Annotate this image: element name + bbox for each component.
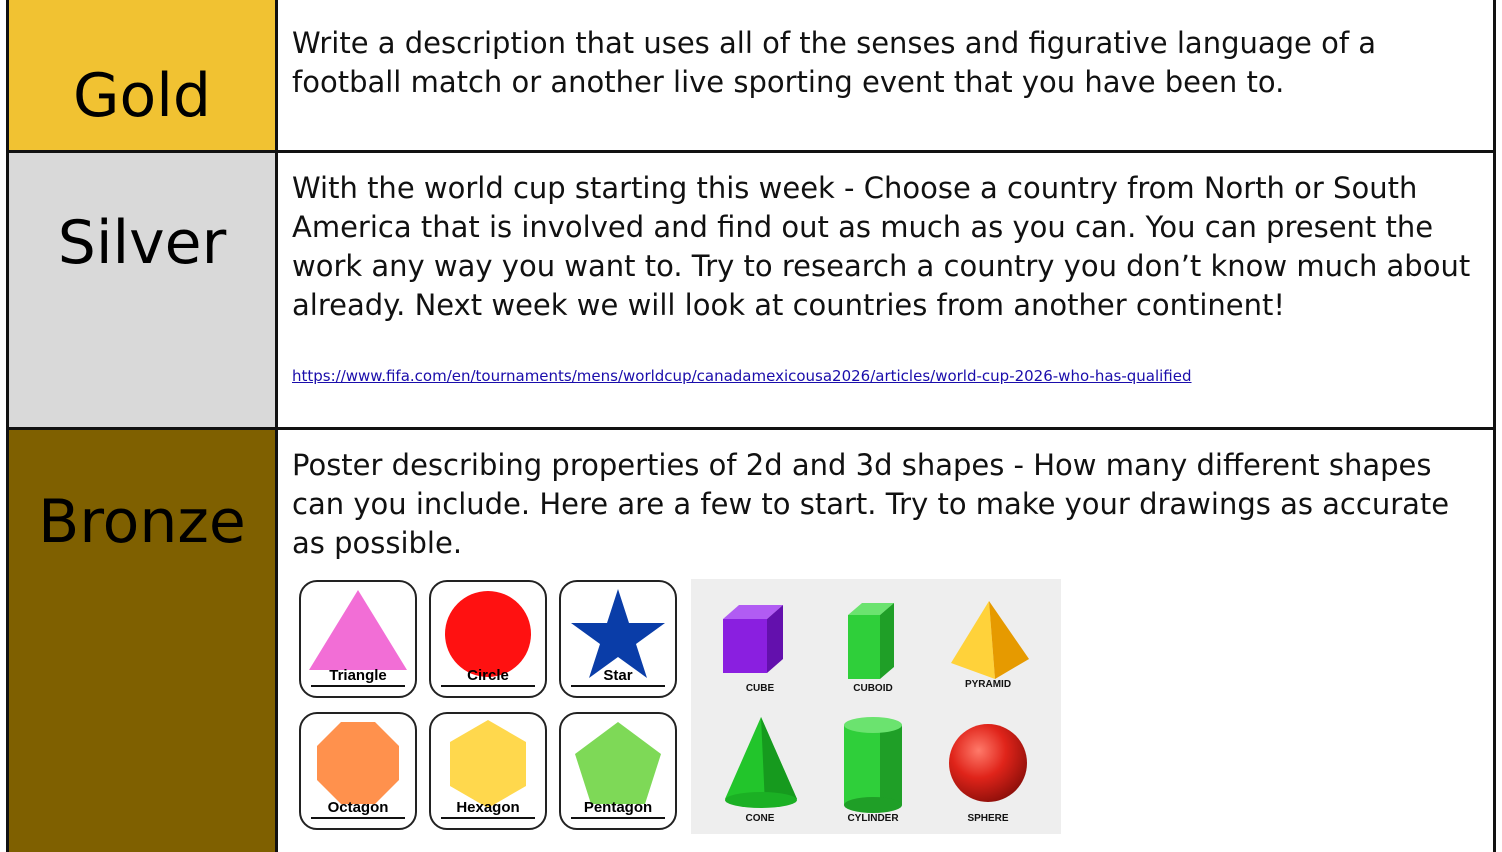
shape-card-hexagon bbox=[429, 712, 547, 830]
row-bronze-label: Bronze bbox=[38, 487, 246, 557]
shape-card-octagon bbox=[299, 712, 417, 830]
shape-card-star bbox=[559, 580, 677, 698]
row-silver-label-cell bbox=[6, 153, 278, 427]
solid-label: CONE bbox=[745, 813, 775, 824]
triangle-icon bbox=[301, 582, 415, 678]
shape-label: Triangle bbox=[311, 667, 405, 687]
solid-label: PYRAMID bbox=[964, 679, 1012, 690]
shape-label: Pentagon bbox=[571, 799, 665, 819]
row-gold-label-cell bbox=[6, 0, 278, 151]
row-bronze-description: Poster describing properties of 2d and 3d shapes - How many different shapes can you include. Here are a few to start. Try to make your drawings as accurate as possible. bbox=[292, 448, 1450, 560]
sphere-icon bbox=[933, 711, 1043, 821]
solid-label: SPHERE bbox=[967, 813, 1009, 824]
row-silver bbox=[0, 153, 1502, 427]
solid-label: CYLINDER bbox=[847, 813, 899, 824]
fifa-qualified-link[interactable]: https://www.fifa.com/en/tournaments/mens/worldcup/canadamexicousa2026/articles/world-cup-2026-who-has-qualified bbox=[292, 367, 1192, 385]
shape-label: Star bbox=[571, 667, 665, 687]
pentagon-icon bbox=[561, 714, 675, 810]
row-gold-label: Gold bbox=[73, 61, 211, 131]
shape-label: Octagon bbox=[311, 799, 405, 819]
shape-label: Hexagon bbox=[441, 799, 535, 819]
row-silver-content-cell bbox=[278, 153, 1496, 427]
cone-icon bbox=[705, 711, 815, 821]
shapes-3d-panel bbox=[691, 579, 1061, 834]
shape-card-circle bbox=[429, 580, 547, 698]
row-bronze-label-cell bbox=[6, 430, 278, 852]
shapes-2d-grid bbox=[299, 580, 685, 840]
cylinder-icon bbox=[818, 711, 928, 821]
circle-icon bbox=[431, 582, 545, 678]
row-bronze bbox=[0, 430, 1502, 852]
row-bronze-content-cell bbox=[278, 430, 1496, 852]
solid-label: CUBE bbox=[745, 683, 775, 694]
hexagon-icon bbox=[431, 714, 545, 810]
row-silver-description: With the world cup starting this week - Choose a country from North or South America that is involved and find out as much as you can. You can present the work any way you want to. Try to research a country you don’t know much about already. Next week we will look at countries from another continent! bbox=[292, 171, 1471, 322]
row-gold-description: Write a description that uses all of the senses and figurative language of a football match or another live sporting event that you have been to. bbox=[292, 26, 1377, 99]
octagon-icon bbox=[301, 714, 415, 810]
solid-label: CUBOID bbox=[853, 683, 893, 694]
row-gold bbox=[0, 0, 1502, 151]
row-gold-content-cell bbox=[278, 0, 1496, 151]
shape-card-pentagon bbox=[559, 712, 677, 830]
shape-card-triangle bbox=[299, 580, 417, 698]
shape-label: Circle bbox=[441, 667, 535, 687]
star-icon bbox=[561, 582, 675, 678]
row-silver-label: Silver bbox=[57, 208, 227, 278]
